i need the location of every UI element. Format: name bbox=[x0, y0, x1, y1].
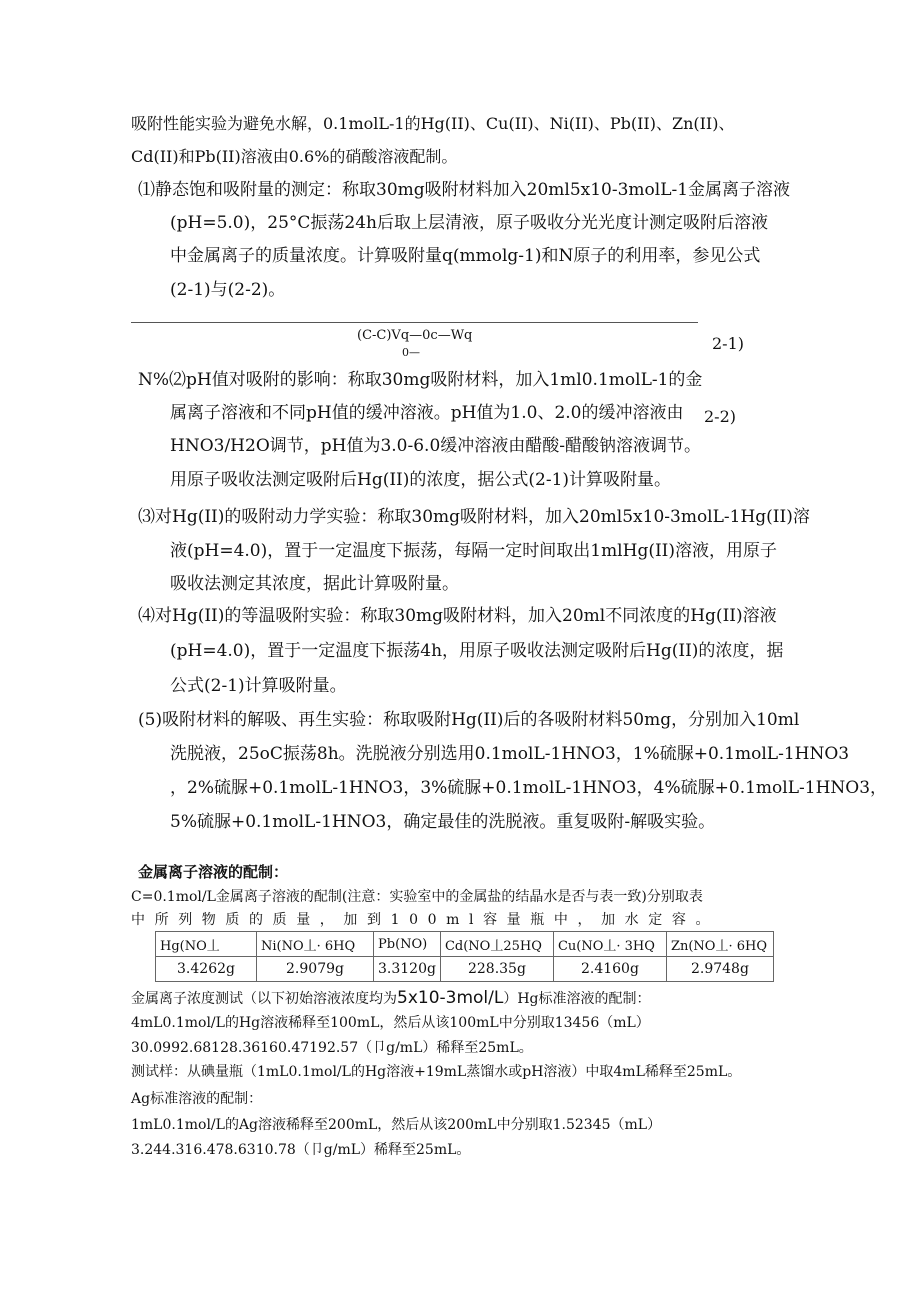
test-line-4: 测试样：从碘量瓶（1mL0.1mol/L的Hg溶液+19mL蒸馏水或pH溶液）中取4mL稀释至25mL。 bbox=[131, 1064, 742, 1080]
section-line-2: 中所列物质的质量，加到100ml容量瓶中，加水定容。 bbox=[131, 912, 720, 928]
test-line-1-a: 金属离子浓度测试（以下初始溶液浓度均为 bbox=[131, 991, 397, 1007]
table-header-row bbox=[156, 932, 774, 957]
formula-sub: 0— bbox=[402, 346, 420, 359]
item4-line-2: (pH=4.0)，置于一定温度下振荡4h，用原子吸收法测定吸附后Hg(II)的浓度，据 bbox=[170, 641, 784, 661]
section-heading: 金属离子溶液的配制： bbox=[138, 863, 289, 881]
test-line-5: Ag标准溶液的配制： bbox=[131, 1091, 263, 1107]
item1-line-3: 中金属离子的质量浓度。计算吸附量q(mmolg-1)和N原子的利用率，参见公式 bbox=[170, 246, 761, 266]
item4-line-1: ⑷对Hg(II)的等温吸附实验：称取30mg吸附材料，加入20ml不同浓度的Hg(II)溶液 bbox=[138, 606, 777, 626]
item5-line-1: (5)吸附材料的解吸、再生实验：称取吸附Hg(II)后的各吸附材料50mg，分别加入10ml bbox=[138, 710, 800, 730]
section-line-1: C=0.1mol/L金属离子溶液的配制(注意：实验室中的金属盐的结晶水是否与表一致)分别取表 bbox=[131, 889, 703, 905]
item2-line-4: 用原子吸收法测定吸附后Hg(II)的浓度，据公式(2-1)计算吸附量。 bbox=[170, 470, 672, 490]
item1-line-1: ⑴静态饱和吸附量的测定：称取30mg吸附材料加入20ml5x10-3molL-1金属离子溶液 bbox=[138, 180, 791, 200]
table-header-cell: Zn(NO丄· 6HQ bbox=[666, 932, 773, 957]
item1-line-2: (pH=5.0)，25°C振荡24h后取上层清液，原子吸收分光光度计测定吸附后溶液 bbox=[170, 213, 768, 233]
table-header-cell: Pb(NO) bbox=[374, 932, 441, 957]
item4-line-3: 公式(2-1)计算吸附量。 bbox=[170, 676, 347, 696]
item2-line-1: N%⑵pH值对吸附的影响：称取30mg吸附材料，加入1ml0.1molL-1的金 bbox=[138, 370, 703, 390]
test-line-1 bbox=[131, 988, 651, 1009]
test-line-1-c: ）Hg标准溶液的配制： bbox=[503, 991, 651, 1007]
table-value-cell: 2.4160g bbox=[553, 957, 666, 982]
test-line-2: 4mL0.1mol/L的Hg溶液稀释至100mL，然后从该100mL中分别取13456（mL） bbox=[131, 1015, 650, 1031]
table-value-cell: 2.9079g bbox=[257, 957, 374, 982]
table-header-cell: Hg(NO丄 bbox=[156, 932, 257, 957]
test-line-1-concentration: 5x10-3mol/L bbox=[397, 988, 504, 1008]
formula-main: (C-C)Vq—0c—Wq bbox=[357, 328, 473, 343]
formula-rule bbox=[131, 322, 698, 323]
test-line-3: 30.0992.68128.36160.47192.57（卩g/mL）稀释至25mL。 bbox=[131, 1040, 533, 1056]
intro-line-2: Cd(II)和Pb(II)溶液由0.6%的硝酸溶液配制。 bbox=[131, 147, 458, 166]
table-value-cell: 3.3120g bbox=[374, 957, 441, 982]
item3-line-1: ⑶对Hg(II)的吸附动力学实验：称取30mg吸附材料，加入20ml5x10-3molL-1Hg(II)溶 bbox=[138, 507, 810, 527]
metal-salt-table bbox=[155, 931, 774, 982]
table-header-cell: Ni(NO丄· 6HQ bbox=[257, 932, 374, 957]
item3-line-2: 液(pH=4.0)，置于一定温度下振荡，每隔一定时间取出1mlHg(II)溶液，用原子 bbox=[170, 541, 778, 561]
intro-line-1: 吸附性能实验为避免水解，0.1molL-1的Hg(II)、Cu(II)、Ni(II)、Pb(II)、Zn(II)、 bbox=[131, 114, 735, 133]
test-line-7: 3.244.316.478.6310.78（卩g/mL）稀释至25mL。 bbox=[131, 1142, 471, 1158]
item1-line-4: (2-1)与(2-2)。 bbox=[170, 280, 286, 300]
table-value-cell: 228.35g bbox=[440, 957, 553, 982]
item5-line-2: 洗脱液，25oC振荡8h。洗脱液分别选用0.1molL-1HNO3，1%硫脲+0.1molL-1HNO3 bbox=[170, 744, 850, 764]
table-header-cell: Cu(NO丄· 3HQ bbox=[553, 932, 666, 957]
item5-line-4: 5%硫脲+0.1molL-1HNO3，确定最佳的洗脱液。重复吸附-解吸实验。 bbox=[170, 812, 716, 832]
table-value-cell: 2.9748g bbox=[666, 957, 773, 982]
item5-line-3: ，2%硫脲+0.1molL-1HNO3，3%硫脲+0.1molL-1HNO3，4%硫脲+0.1molL-1HNO3， bbox=[170, 778, 888, 798]
item3-line-3: 吸收法测定其浓度，据此计算吸附量。 bbox=[170, 574, 459, 594]
item2-line-2: 属离子溶液和不同pH值的缓冲溶液。pH值为1.0、2.0的缓冲溶液由 bbox=[170, 403, 684, 423]
test-line-6: 1mL0.1mol/L的Ag溶液稀释至200mL，然后从该200mL中分别取1.52345（mL） bbox=[131, 1117, 662, 1133]
item2-line-3: HNO3/H2O调节，pH值为3.0-6.0缓冲溶液由醋酸-醋酸钠溶液调节。 bbox=[170, 436, 702, 456]
equation-number-2-1: 2-1) bbox=[712, 334, 745, 353]
table-value-cell: 3.4262g bbox=[156, 957, 257, 982]
table-header-cell: Cd(NO丄25HQ bbox=[440, 932, 553, 957]
equation-number-2-2: 2-2) bbox=[704, 407, 737, 426]
table-value-row bbox=[156, 957, 774, 982]
